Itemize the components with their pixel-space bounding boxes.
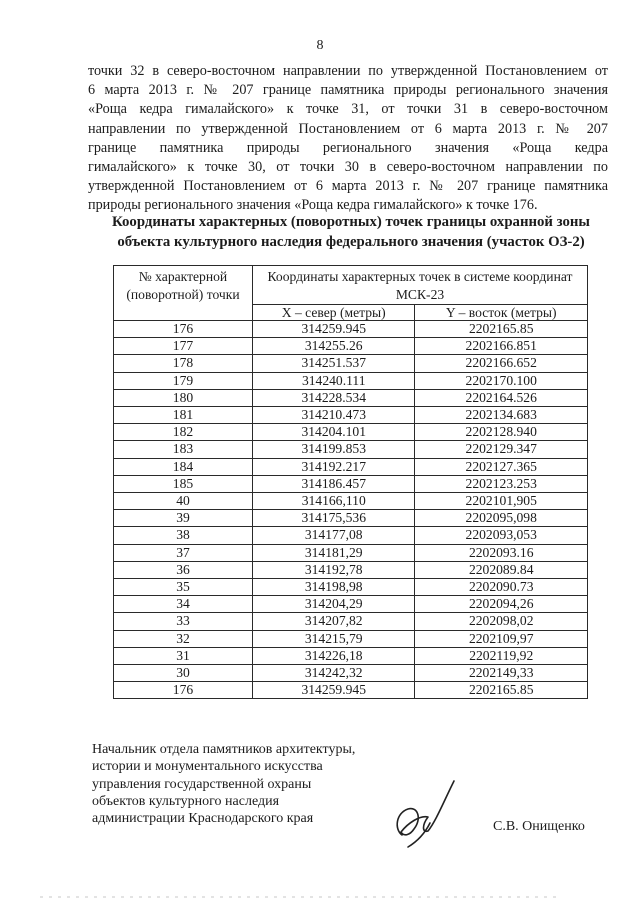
intro-line: направлении по утвержденной Постановлением от 6 марта 2013 г. № 207 <box>88 120 608 137</box>
cell-x: 314175,536 <box>253 510 415 527</box>
signature-title-line: Начальник отдела памятников архитектуры, <box>92 742 356 757</box>
cell-point: 178 <box>114 355 253 372</box>
cell-y: 2202098,02 <box>415 613 588 630</box>
table-row <box>114 527 588 544</box>
header-coordinate-system: Координаты характерных точек в системе координат МСК-23 <box>253 266 588 305</box>
table-row <box>114 579 588 596</box>
table-row <box>114 561 588 578</box>
coordinates-table <box>113 265 588 699</box>
table-row <box>114 510 588 527</box>
table-row <box>114 630 588 647</box>
intro-line: 6 марта 2013 г. № 207 границе памятника природы регионального значения <box>88 82 608 99</box>
header-x-north: X – север (метры) <box>253 305 415 321</box>
cell-x: 314259.945 <box>253 321 415 338</box>
header-point-number: № характерной (поворотной) точки <box>114 266 253 321</box>
cell-x: 314186.457 <box>253 475 415 492</box>
cell-y: 2202101,905 <box>415 493 588 510</box>
header-y-east: Y – восток (метры) <box>415 305 588 321</box>
intro-line: точки 32 в северо-восточном направлении по утвержденной Постановлением от <box>88 63 608 79</box>
cell-point: 36 <box>114 561 253 578</box>
cell-x: 314251.537 <box>253 355 415 372</box>
cell-x: 314204.101 <box>253 424 415 441</box>
table-row <box>114 544 588 561</box>
cell-x: 314181,29 <box>253 544 415 561</box>
table-row <box>114 424 588 441</box>
signature-title-line: истории и монументального искусства <box>92 759 323 775</box>
table-row <box>114 338 588 355</box>
intro-line: природы регионального значения «Роща кедра гималайского» к точке 176. <box>88 197 538 214</box>
cell-y: 2202165.85 <box>415 321 588 338</box>
cell-point: 33 <box>114 613 253 630</box>
cell-x: 314210.473 <box>253 407 415 424</box>
table-row <box>114 355 588 372</box>
handwritten-signature <box>392 775 458 850</box>
cell-x: 314166,110 <box>253 493 415 510</box>
cell-x: 314207,82 <box>253 613 415 630</box>
cell-point: 31 <box>114 647 253 664</box>
table-row <box>114 613 588 630</box>
cell-y: 2202090.73 <box>415 579 588 596</box>
cell-point: 176 <box>114 682 253 699</box>
cell-y: 2202134.683 <box>415 407 588 424</box>
intro-line: «Роща кедра гималайского» к точке 31, от точки 31 в северо-восточном <box>88 101 608 118</box>
cell-y: 2202094,26 <box>415 596 588 613</box>
table-row <box>114 441 588 458</box>
cell-point: 39 <box>114 510 253 527</box>
cell-x: 314192,78 <box>253 561 415 578</box>
cell-point: 35 <box>114 579 253 596</box>
cell-x: 314204,29 <box>253 596 415 613</box>
cell-point: 176 <box>114 321 253 338</box>
table-row <box>114 389 588 406</box>
signature-title-line: объектов культурного наследия <box>92 793 280 809</box>
cell-y: 2202166.851 <box>415 338 588 355</box>
cell-x: 314255.26 <box>253 338 415 355</box>
cell-point: 181 <box>114 407 253 424</box>
cell-point: 177 <box>114 338 253 355</box>
cell-x: 314177,08 <box>253 527 415 544</box>
table-title-line: объекта культурного наследия федерального значения (участок ОЗ-2) <box>117 233 585 250</box>
cell-point: 182 <box>114 424 253 441</box>
cell-point: 185 <box>114 475 253 492</box>
intro-paragraph <box>88 62 608 216</box>
cell-y: 2202089.84 <box>415 561 588 578</box>
cell-point: 180 <box>114 389 253 406</box>
table-row <box>114 647 588 664</box>
table-row <box>114 321 588 338</box>
cell-point: 38 <box>114 527 253 544</box>
cell-x: 314226,18 <box>253 647 415 664</box>
table-title <box>96 213 606 252</box>
table-row <box>114 372 588 389</box>
intro-line: границе памятника природы регионального значения «Роща кедра <box>88 139 608 156</box>
cell-y: 2202109,97 <box>415 630 588 647</box>
cell-y: 2202093.16 <box>415 544 588 561</box>
cell-x: 314228.534 <box>253 389 415 406</box>
signature-block <box>92 741 392 827</box>
cell-point: 40 <box>114 493 253 510</box>
cell-y: 2202129.347 <box>415 441 588 458</box>
table-row <box>114 682 588 699</box>
cell-y: 2202170.100 <box>415 372 588 389</box>
scan-footer-noise <box>40 896 560 898</box>
table-row <box>114 493 588 510</box>
cell-y: 2202149,33 <box>415 665 588 682</box>
intro-line: утвержденной Постановлением от 6 марта 2013 г. № 207 границе памятника <box>88 178 608 195</box>
page-number: 8 <box>316 38 324 53</box>
cell-y: 2202164.526 <box>415 389 588 406</box>
cell-point: 184 <box>114 458 253 475</box>
cell-y: 2202095,098 <box>415 510 588 527</box>
cell-point: 32 <box>114 630 253 647</box>
cell-point: 183 <box>114 441 253 458</box>
signer-name: С.В. Онищенко <box>493 819 585 834</box>
cell-x: 314242,32 <box>253 665 415 682</box>
cell-point: 179 <box>114 372 253 389</box>
cell-point: 37 <box>114 544 253 561</box>
cell-y: 2202119,92 <box>415 647 588 664</box>
intro-line: гималайского» к точке 30, от точки 30 в северо-восточном направлении по <box>88 159 608 176</box>
signature-title-line: управления государственной охраны <box>92 776 312 792</box>
cell-y: 2202093,053 <box>415 527 588 544</box>
table-row <box>114 665 588 682</box>
table-row <box>114 475 588 492</box>
cell-y: 2202123.253 <box>415 475 588 492</box>
cell-x: 314240.111 <box>253 372 415 389</box>
cell-y: 2202165.85 <box>415 682 588 699</box>
cell-point: 30 <box>114 665 253 682</box>
cell-point: 34 <box>114 596 253 613</box>
cell-x: 314192.217 <box>253 458 415 475</box>
cell-y: 2202166.652 <box>415 355 588 372</box>
cell-x: 314215,79 <box>253 630 415 647</box>
cell-x: 314259.945 <box>253 682 415 699</box>
cell-x: 314199.853 <box>253 441 415 458</box>
table-row <box>114 407 588 424</box>
cell-y: 2202128.940 <box>415 424 588 441</box>
table-row <box>114 596 588 613</box>
cell-y: 2202127.365 <box>415 458 588 475</box>
table-row <box>114 458 588 475</box>
table-title-line: Координаты характерных (поворотных) точек границы охранной зоны <box>112 214 590 230</box>
signature-title-line: администрации Краснодарского края <box>92 811 314 827</box>
cell-x: 314198,98 <box>253 579 415 596</box>
